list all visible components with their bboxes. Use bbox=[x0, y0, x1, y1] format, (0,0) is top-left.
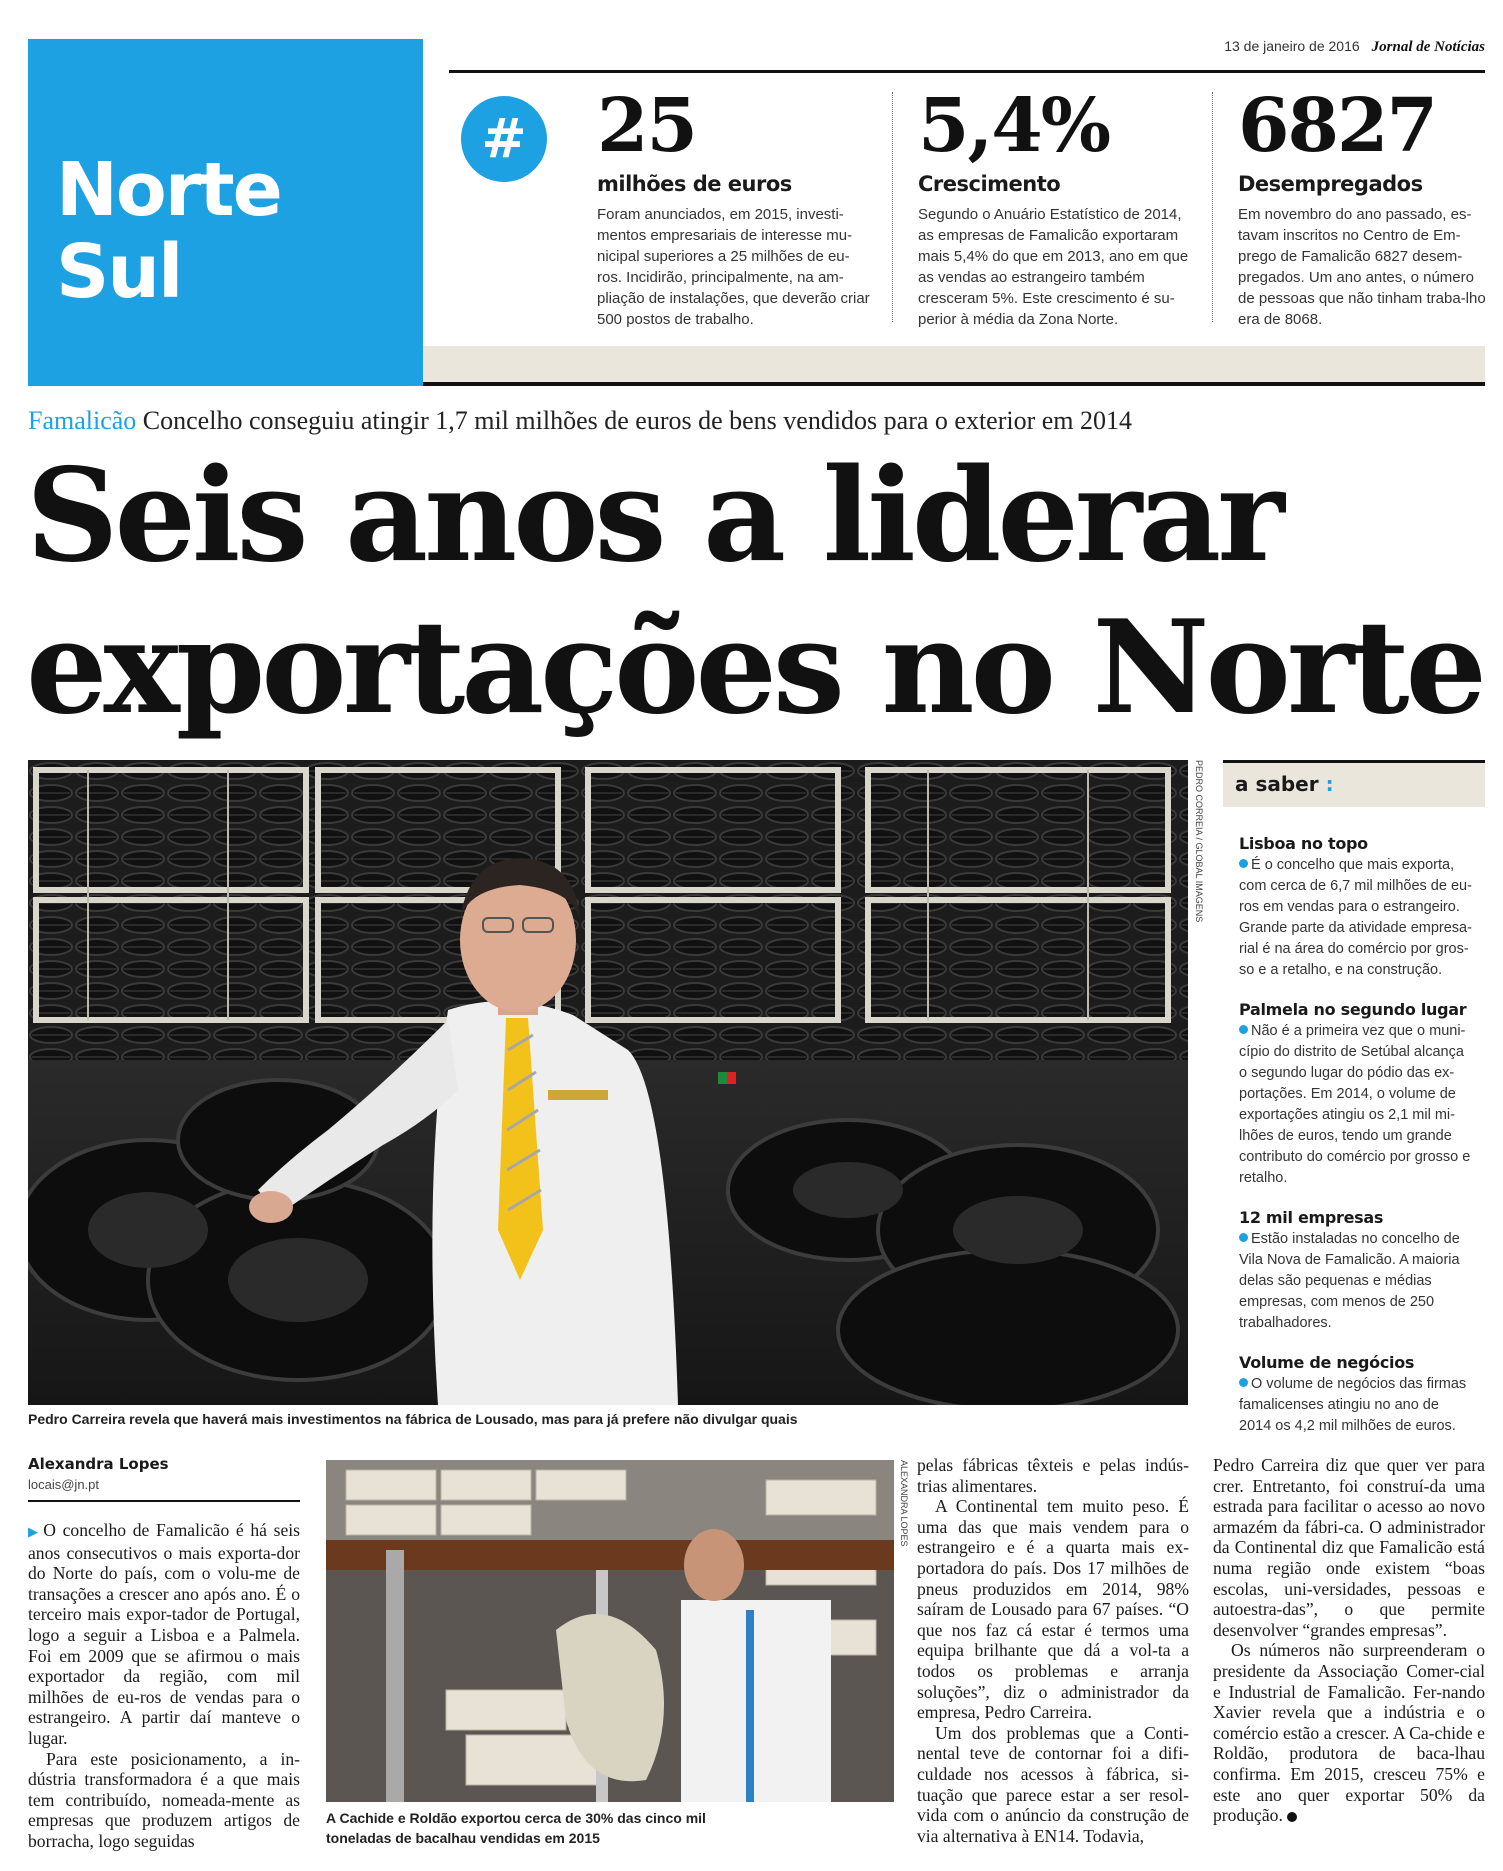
stat-unemployed bbox=[1238, 83, 1486, 330]
sidebar-item-title: Volume de negócios bbox=[1239, 1353, 1415, 1372]
secondary-photo bbox=[326, 1460, 894, 1802]
sidebar-item-body bbox=[1239, 1229, 1473, 1334]
section-name-line1: Norte bbox=[56, 147, 281, 233]
sidebar-header bbox=[1223, 763, 1485, 807]
stat-number: 6827 bbox=[1238, 83, 1436, 169]
sidebar-title: a saber bbox=[1235, 772, 1319, 796]
kicker bbox=[28, 405, 1132, 437]
headline-line1: Seis anos a liderar bbox=[26, 441, 1281, 591]
article-column-1 bbox=[28, 1520, 300, 1852]
sidebar-item-body bbox=[1239, 855, 1473, 981]
stat-investment bbox=[597, 83, 872, 330]
author-name: Alexandra Lopes bbox=[28, 1455, 169, 1473]
sidebar-item-body bbox=[1239, 1021, 1473, 1189]
stats-bottom-rule bbox=[423, 382, 1485, 386]
page-meta bbox=[1224, 38, 1485, 56]
section-name bbox=[56, 149, 281, 313]
end-mark-icon bbox=[1287, 1812, 1297, 1822]
paragraph-text: Os números não surpreenderam o presidente da Associação Comer-cial e Industrial de Famalicão. Fer-nando Xavier revela que a indústria e o comércio estão a crescer. A Ca-chide e Roldão, produtora de baca-lhau confirma. Em 2015, cresceu 75% e este ano quer exportar 50% da produção. bbox=[1213, 1640, 1485, 1826]
hash-icon: # bbox=[461, 96, 547, 182]
article-paragraph: Um dos problemas que a Conti-nental teve de contornar foi a difi-culdade nos acessos à fábrica, si-tuação que parece estar a ser resol-vida com o anúncio da construção de via alternativa à EN14. Todavia, bbox=[917, 1722, 1189, 1846]
article-paragraph: A Continental tem muito peso. É uma das que mais vendem para o estrangeiro e é a quarta mais ex-portadora do país. Dos 17 milhões de pneus produzidos em 2014, 98% saíram de Lousado para 67 países. “O que nos faz cá estar é termos uma equipa brilhante que dá a vol-ta a todos os problemas e arranja soluções”, diz o administrador da empresa, Pedro Carreira. bbox=[917, 1496, 1189, 1723]
sidebar-item bbox=[1223, 1207, 1485, 1334]
stat-growth bbox=[918, 83, 1193, 330]
secondary-photo-caption: A Cachide e Roldão exportou cerca de 30% das cinco mil toneladas de bacalhau vendidas em 2015 bbox=[326, 1810, 706, 1846]
stat-label: Desempregados bbox=[1238, 172, 1423, 196]
byline bbox=[28, 1455, 300, 1502]
sidebar-item bbox=[1223, 999, 1485, 1189]
sidebar-colon: : bbox=[1325, 772, 1334, 796]
stat-separator bbox=[892, 92, 893, 322]
kicker-text: Concelho conseguiu atingir 1,7 mil milhões de euros de bens vendidos para o exterior em 2014 bbox=[142, 406, 1133, 435]
section-block bbox=[28, 39, 423, 386]
main-photo-caption: Pedro Carreira revela que haverá mais investimentos na fábrica de Lousado, mas para já prefere não divulgar quais bbox=[28, 1411, 798, 1427]
kicker-place: Famalicão bbox=[28, 406, 137, 435]
publication-date: 13 de janeiro de 2016 bbox=[1224, 38, 1360, 54]
sidebar-item-title: Lisboa no topo bbox=[1239, 834, 1368, 853]
author-email[interactable]: locais@jn.pt bbox=[28, 1477, 100, 1492]
stat-label: Crescimento bbox=[918, 172, 1061, 196]
article-paragraph bbox=[1213, 1640, 1485, 1825]
main-photo bbox=[28, 760, 1188, 1405]
sidebar-item-text: Estão instaladas no concelho de Vila Nova de Famalicão. A maioria delas são pequenas e médias empresas, com menos de 250 trabalhadores. bbox=[1239, 1231, 1460, 1331]
article-column-3 bbox=[1213, 1455, 1485, 1826]
stat-number: 25 bbox=[597, 83, 696, 169]
main-photo-credit: PEDRO CORREIA / GLOBAL IMAGENS bbox=[1194, 760, 1204, 923]
article-paragraph: Para este posicionamento, a in-dústria transformadora é a que mais tem contribuído, nomeada-mente as empresas que produzem artigos de borracha, logo seguidas bbox=[28, 1748, 300, 1851]
sidebar-item-text: É o concelho que mais exporta, com cerca de 6,7 mil milhões de eu-ros em vendas para o estrangeiro. Grande parte da atividade empresa-rial é na área do comércio por gros-so e a retalho, e na construção. bbox=[1239, 857, 1472, 978]
secondary-photo-credit: ALEXANDRA LOPES bbox=[899, 1460, 909, 1547]
article-paragraph: Pedro Carreira diz que quer ver para crer. Entretanto, foi construí-da uma estrada para facilitar o acesso ao novo armazém da fábri-ca. O administrador da Continental diz que Famalicão está numa região onde existem “boas escolas, uni-versidades, pessoas e autoestra-das”, o que permite desenvolver “grandes empresas”. bbox=[1213, 1455, 1485, 1640]
secondary-photo-illustration bbox=[326, 1460, 894, 1802]
stat-label: milhões de euros bbox=[597, 172, 792, 196]
main-photo-illustration bbox=[28, 760, 1188, 1405]
bullet-icon bbox=[1239, 1233, 1248, 1242]
paragraph-text: O concelho de Famalicão é há seis anos consecutivos o mais exporta-dor do Norte do país, com o volu-me de transações a crescer ano após ano. É o terceiro mais expor-tador de Portugal, logo a seguir a Lisboa e a Palmela. Foi em 2009 que se afirmou o mais exportador da região, com mil milhões de eu-ros de vendas para o estrangeiro. A partir daí manteve o lugar. bbox=[28, 1520, 300, 1748]
triangle-bullet-icon: ▶ bbox=[28, 1524, 41, 1539]
sidebar-a-saber bbox=[1223, 760, 1485, 1434]
sidebar-item-text: O volume de negócios das firmas famalicenses atingiu no ano de 2014 os 4,2 mil milhões de euros. bbox=[1239, 1376, 1467, 1434]
article-column-2 bbox=[917, 1455, 1189, 1846]
stat-number: 5,4% bbox=[918, 83, 1110, 169]
stat-text: Segundo o Anuário Estatístico de 2014, as empresas de Famalicão exportaram mais 5,4% do que em 2013, ano em que as vendas ao estrangeiro também cresceram 5%. Este crescimento é su-perior à média da Zona Norte. bbox=[918, 206, 1189, 328]
stat-text: Foram anunciados, em 2015, investi-mentos empresariais de interesse mu-nicipal superiores a 25 milhões de eu-ros. Incidirão, principalmente, na am-pliação de instalações, que deverão criar 500 postos de trabalho. bbox=[597, 206, 870, 328]
sidebar-item bbox=[1223, 1352, 1485, 1437]
newspaper-name: Jornal de Notícias bbox=[1371, 39, 1485, 55]
section-name-line2: Sul bbox=[56, 229, 182, 315]
sidebar-item bbox=[1223, 833, 1485, 981]
stat-text: Em novembro do ano passado, es-tavam inscritos no Centro de Em-prego de Famalicão 6827 desem-pregados. Um ano antes, o número de pessoas que não tinham traba-lho era de 8068. bbox=[1238, 206, 1486, 328]
bullet-icon bbox=[1239, 1025, 1248, 1034]
article-paragraph bbox=[28, 1520, 300, 1749]
bullet-icon bbox=[1239, 859, 1248, 868]
sidebar-item-title: Palmela no segundo lugar bbox=[1239, 1000, 1467, 1019]
stats-band bbox=[423, 346, 1485, 382]
headline bbox=[26, 440, 1483, 744]
bullet-icon bbox=[1239, 1378, 1248, 1387]
article-paragraph: pelas fábricas têxteis e pelas indús-trias alimentares. bbox=[917, 1455, 1189, 1496]
stat-separator bbox=[1212, 92, 1213, 322]
top-rule bbox=[449, 70, 1485, 73]
byline-rule bbox=[28, 1500, 300, 1502]
headline-line2: exportações no Norte bbox=[26, 593, 1483, 743]
sidebar-item-text: Não é a primeira vez que o muni-cípio do distrito de Setúbal alcança o segundo lugar do pódio das ex-portações. Em 2014, o volume de exportações atingiu os 2,1 mil mi-lhões de euros, tendo um grande contributo do comércio por grosso e retalho. bbox=[1239, 1023, 1471, 1186]
sidebar-item-title: 12 mil empresas bbox=[1239, 1208, 1384, 1227]
sidebar-item-body bbox=[1239, 1374, 1473, 1437]
